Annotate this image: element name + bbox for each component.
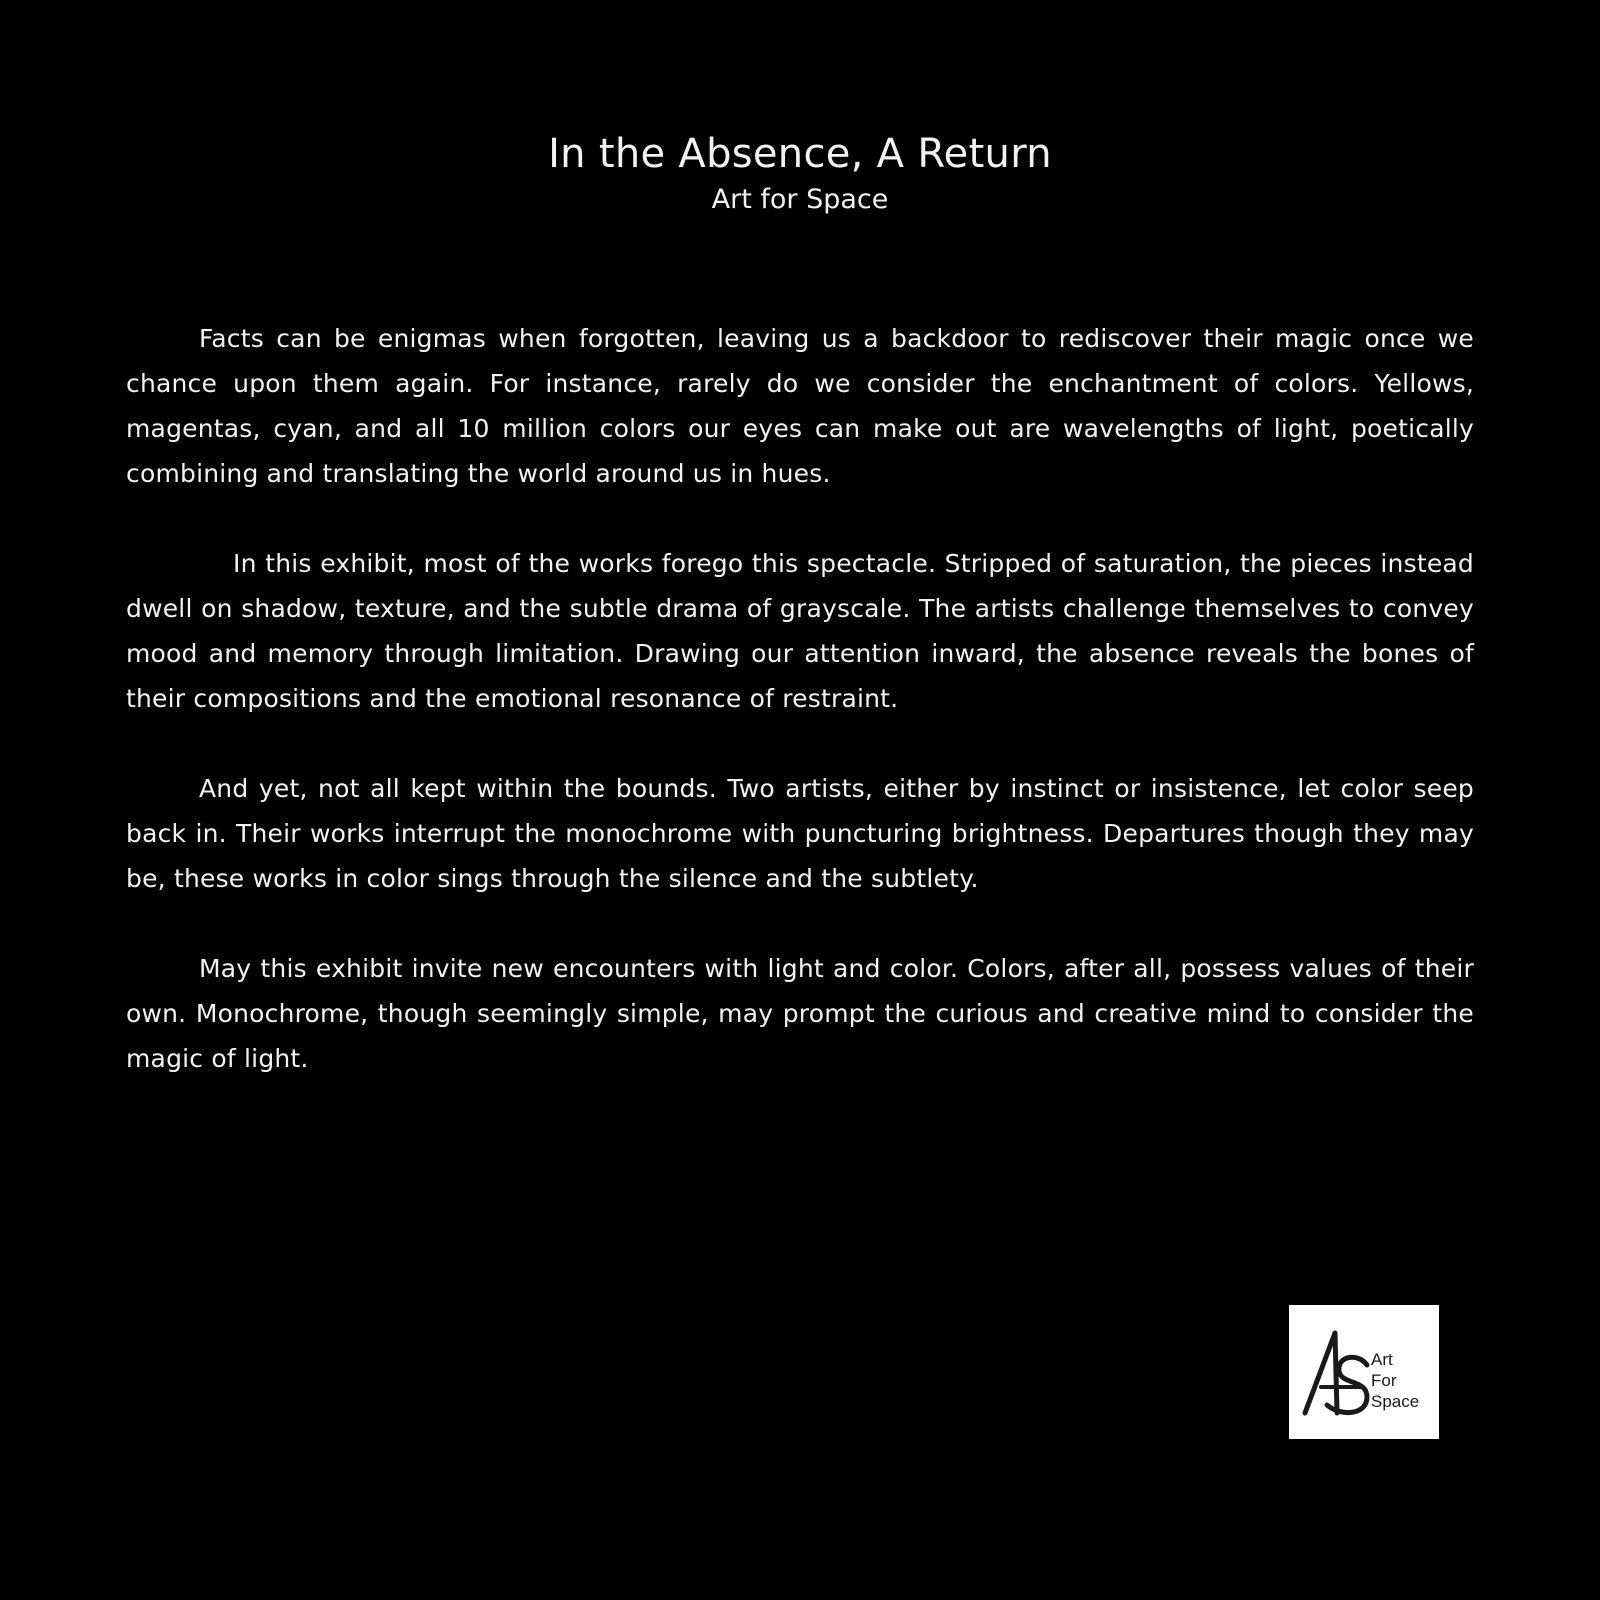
header	[0, 126, 1600, 218]
statement-body	[126, 316, 1474, 1126]
paragraph-1: Facts can be enigmas when forgotten, leaving us a backdoor to rediscover their magic once we chance upon them again. For instance, rarely do we consider the enchantment of colors. Yellows, magentas, cyan, and all 10 million colors our eyes can make out are wavelengths of light, poetically combining and translating the world around us in hues.	[126, 324, 1474, 488]
page-subtitle: Art for Space	[711, 184, 889, 215]
paragraph-4: May this exhibit invite new encounters with light and color. Colors, after all, possess values of their own. Monochrome, though seemingly simple, may prompt the curious and creative mind to consider the magic of light.	[126, 954, 1474, 1073]
logo-word-for: For	[1371, 1371, 1397, 1390]
logo-word-art: Art	[1371, 1350, 1393, 1369]
logo-monogram-icon	[1301, 1329, 1373, 1419]
art-for-space-logo	[1289, 1305, 1439, 1439]
logo-wordmark	[1371, 1349, 1419, 1412]
paragraph-3: And yet, not all kept within the bounds. Two artists, either by instinct or insistence, let color seep back in. Their works interrupt the monochrome with puncturing brightness. Departures though they may be, these works in color sings through the silence and the subtlety.	[126, 774, 1474, 893]
logo-word-space: Space	[1371, 1392, 1420, 1411]
page-title: In the Absence, A Return	[548, 131, 1052, 177]
paragraph-2: In this exhibit, most of the works forego this spectacle. Stripped of saturation, the pieces instead dwell on shadow, texture, and the subtle drama of grayscale. The artists challenge themselves to convey mood and memory through limitation. Drawing our attention inward, the absence reveals the bones of their compositions and the emotional resonance of restraint.	[126, 549, 1474, 713]
